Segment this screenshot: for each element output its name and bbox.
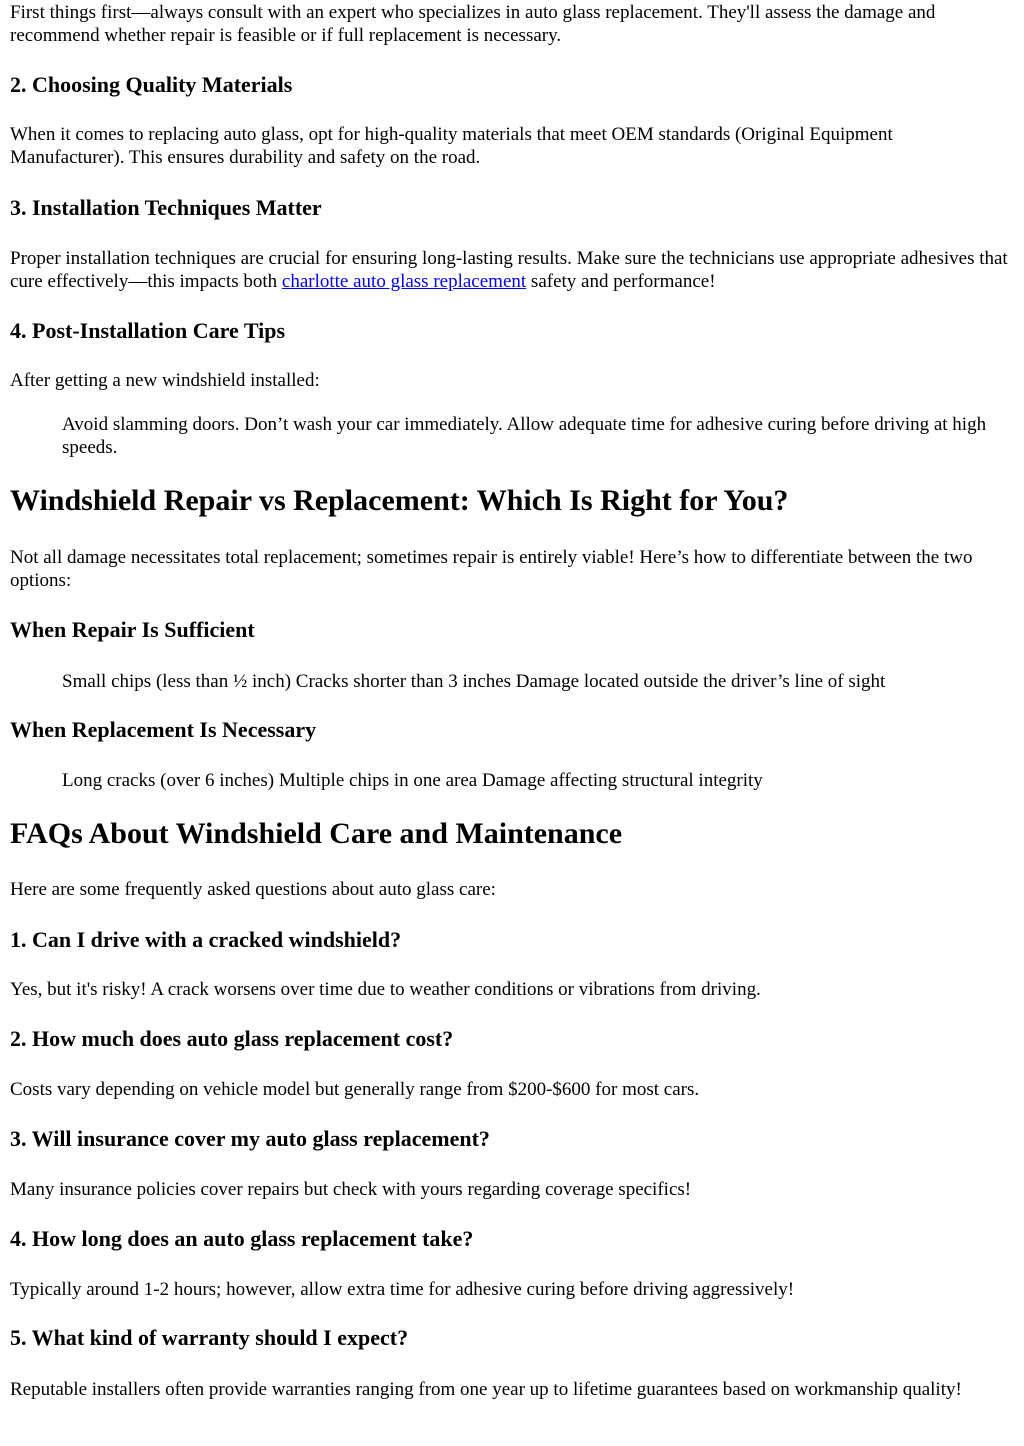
faq-answer-5: Reputable installers often provide warranties ranging from one year up to lifetime guarantees based on workmanship quality! [10, 1379, 962, 1400]
heading-when-repair-sufficient: When Repair Is Sufficient [10, 617, 255, 642]
heading-when-replacement-necessary: When Replacement Is Necessary [10, 717, 317, 742]
installation-text-after: safety and performance! [526, 271, 716, 292]
faq-question-1: 1. Can I drive with a cracked windshield? [10, 927, 402, 952]
heading-post-installation-care: 4. Post-Installation Care Tips [10, 318, 286, 343]
faq-answer-2: Costs vary depending on vehicle model but generally range from $200-$600 for most cars. [10, 1079, 700, 1100]
paragraph-faq-intro: Here are some frequently asked questions about auto glass care: [10, 879, 496, 900]
faq-question-3: 3. Will insurance cover my auto glass replacement? [10, 1126, 490, 1151]
list-replacement-necessary: Long cracks (over 6 inches) Multiple chips in one area Damage affecting structural integrity [62, 770, 763, 791]
paragraph-post-installation: After getting a new windshield installed: [10, 370, 320, 391]
heading-installation-techniques: 3. Installation Techniques Matter [10, 195, 322, 220]
list-post-installation-tips: Avoid slamming doors. Don’t wash your car immediately. Allow adequate time for adhesive curing before driving at high speeds. [62, 414, 987, 458]
paragraph-quality-materials: When it comes to replacing auto glass, opt for high-quality materials that meet OEM standards (Original Equipment Manufacturer). This ensures durability and safety on the road. [10, 124, 893, 168]
heading-faqs: FAQs About Windshield Care and Maintenance [10, 817, 623, 850]
intro-paragraph: First things first—always consult with an expert who specializes in auto glass replacement. They'll assess the damage and recommend whether repair is feasible or if full replacement is necessary. [10, 2, 936, 46]
heading-choosing-quality-materials: 2. Choosing Quality Materials [10, 72, 293, 97]
faq-question-4: 4. How long does an auto glass replacement take? [10, 1226, 474, 1251]
heading-repair-vs-replacement: Windshield Repair vs Replacement: Which Is Right for You? [10, 484, 789, 517]
faq-question-2: 2. How much does auto glass replacement cost? [10, 1026, 454, 1051]
list-repair-sufficient: Small chips (less than ½ inch) Cracks shorter than 3 inches Damage located outside the driver’s line of sight [62, 671, 886, 692]
paragraph-repair-vs-replacement: Not all damage necessitates total replacement; sometimes repair is entirely viable! Here’s how to differentiate between the two options: [10, 547, 973, 591]
faq-answer-1: Yes, but it's risky! A crack worsens over time due to weather conditions or vibrations from driving. [10, 979, 761, 1000]
installation-text-before: Proper installation techniques are crucial for ensuring long-lasting results. Make sure the technicians use appropriate adhesives that cure effectively—this impacts both [10, 248, 1008, 292]
faq-question-5: 5. What kind of warranty should I expect? [10, 1325, 409, 1350]
charlotte-auto-glass-link[interactable]: charlotte auto glass replacement [281, 271, 527, 292]
faq-answer-3: Many insurance policies cover repairs but check with yours regarding coverage specifics! [10, 1179, 692, 1200]
faq-answer-4: Typically around 1-2 hours; however, allow extra time for adhesive curing before driving aggressively! [10, 1279, 795, 1300]
paragraph-installation-techniques [10, 247, 1010, 293]
